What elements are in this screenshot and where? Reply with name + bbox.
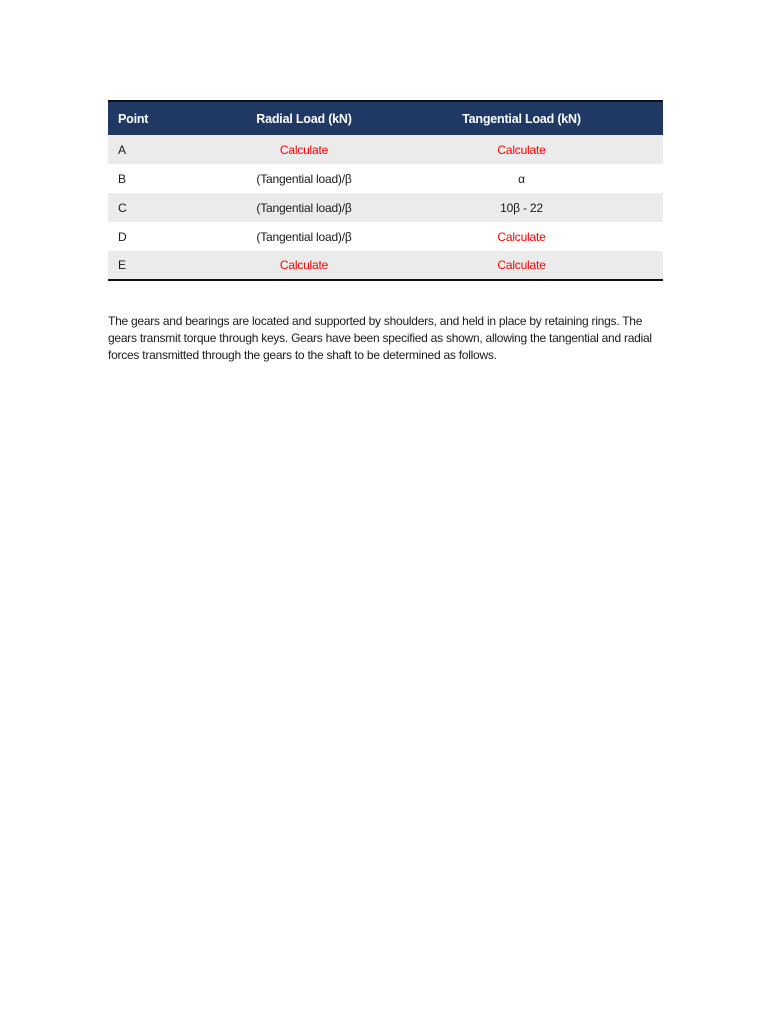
cell-point: B xyxy=(118,171,126,186)
header-tangential-load: Tangential Load (kN) xyxy=(462,111,581,126)
cell-tangential: Calculate xyxy=(497,258,546,272)
cell-radial: (Tangential load)/β xyxy=(256,229,352,244)
cell-radial: (Tangential load)/β xyxy=(256,171,352,186)
table-row xyxy=(108,251,663,280)
cell-radial: (Tangential load)/β xyxy=(256,200,352,215)
cell-radial: Calculate xyxy=(279,258,329,272)
table-row xyxy=(108,164,663,193)
cell-radial: Calculate xyxy=(279,142,329,157)
cell-point: D xyxy=(118,229,127,244)
table-row xyxy=(108,222,663,251)
header-radial-load: Radial Load (kN) xyxy=(256,111,352,126)
cell-point: C xyxy=(118,200,127,215)
table-row xyxy=(108,135,663,164)
document-page xyxy=(108,100,663,364)
table-header xyxy=(108,101,663,135)
table-row xyxy=(108,193,663,222)
header-point: Point xyxy=(118,111,149,126)
cell-tangential: 10β - 22 xyxy=(500,200,543,215)
cell-tangential: α xyxy=(518,171,525,186)
cell-point: E xyxy=(118,258,126,272)
loads-table xyxy=(108,100,663,281)
cell-tangential: Calculate xyxy=(497,142,546,157)
body-paragraph: The gears and bearings are located and supported by shoulders, and held in place by retaining rings. The gears transmit torque through keys. Gears have been specified as shown, allowing the tangential and radial forces transmitted through the gears to the shaft to be determined as follows. xyxy=(108,314,652,362)
cell-point: A xyxy=(118,142,126,157)
table-body xyxy=(108,135,663,280)
header-row xyxy=(108,101,663,135)
cell-tangential: Calculate xyxy=(497,229,546,244)
